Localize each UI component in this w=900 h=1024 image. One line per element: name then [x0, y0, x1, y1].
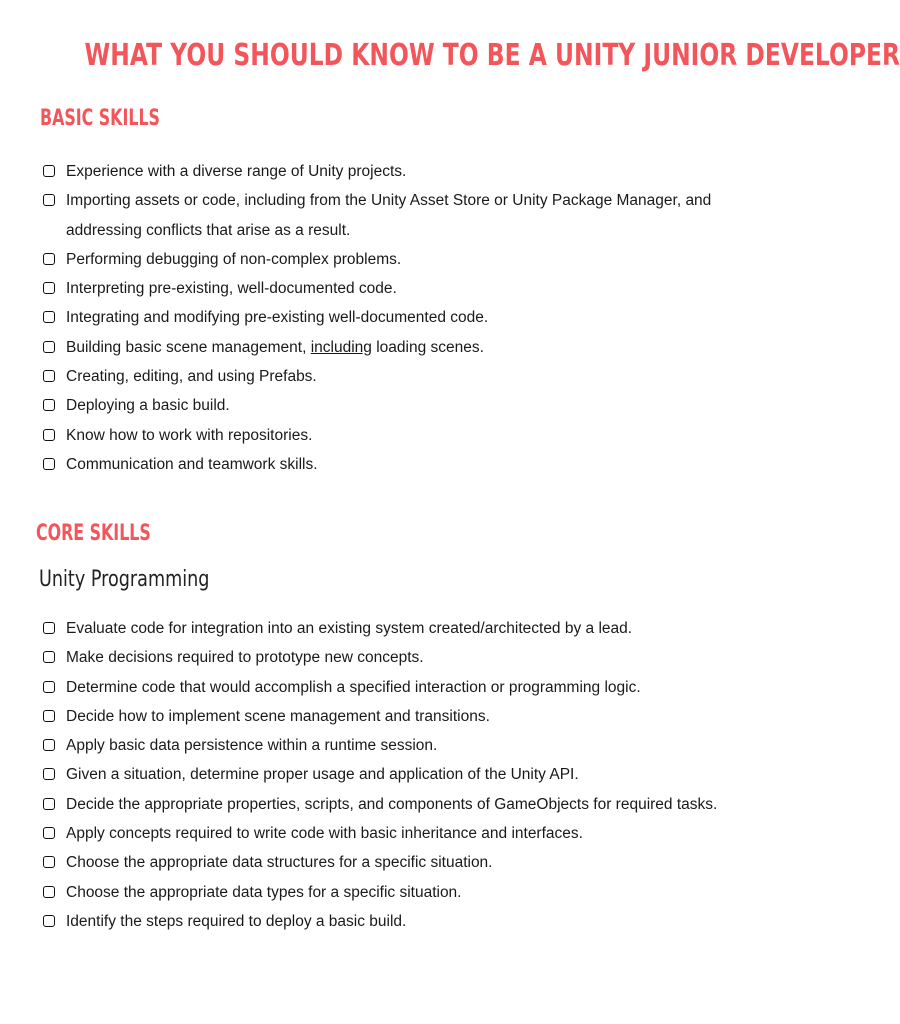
checkbox-icon[interactable]: [43, 429, 55, 441]
checkbox-icon[interactable]: [43, 399, 55, 411]
list-item: Apply basic data persistence within a runtime session.: [42, 731, 722, 760]
checkbox-icon[interactable]: [43, 681, 55, 693]
checkbox-icon[interactable]: [43, 622, 55, 634]
list-item: Experience with a diverse range of Unity projects.: [42, 157, 722, 186]
checkbox-icon[interactable]: [43, 768, 55, 780]
list-item: Deploying a basic build.: [42, 391, 722, 420]
list-item: Building basic scene management, including loading scenes.: [42, 333, 722, 362]
list-item: Performing debugging of non-complex problems.: [42, 245, 722, 274]
core-skills-list: [42, 614, 722, 936]
checkbox-icon[interactable]: [43, 739, 55, 751]
list-item: Communication and teamwork skills.: [42, 450, 722, 479]
checkbox-icon[interactable]: [43, 886, 55, 898]
checkbox-icon[interactable]: [43, 710, 55, 722]
list-item: Determine code that would accomplish a specified interaction or programming logic.: [42, 673, 722, 702]
underlined-word: including: [310, 338, 372, 356]
list-item: Apply concepts required to write code with basic inheritance and interfaces.: [42, 819, 722, 848]
checkbox-icon[interactable]: [43, 341, 55, 353]
basic-skills-heading: BASIC SKILLS: [40, 106, 160, 131]
list-item: Decide how to implement scene management and transitions.: [42, 702, 722, 731]
list-item: Choose the appropriate data types for a specific situation.: [42, 878, 722, 907]
checkbox-icon[interactable]: [43, 282, 55, 294]
checkbox-icon[interactable]: [43, 798, 55, 810]
unity-programming-subheading: Unity Programming: [39, 567, 210, 592]
list-item: Evaluate code for integration into an existing system created/architected by a lead.: [42, 614, 722, 643]
checkbox-icon[interactable]: [43, 856, 55, 868]
list-item: Creating, editing, and using Prefabs.: [42, 362, 722, 391]
checkbox-icon[interactable]: [43, 165, 55, 177]
list-item: Identify the steps required to deploy a basic build.: [42, 907, 722, 936]
checkbox-icon[interactable]: [43, 370, 55, 382]
checkbox-icon[interactable]: [43, 311, 55, 323]
list-item: Given a situation, determine proper usage and application of the Unity API.: [42, 760, 722, 789]
basic-skills-list: [42, 157, 722, 479]
list-item: Choose the appropriate data structures for a specific situation.: [42, 848, 722, 877]
checkbox-icon[interactable]: [43, 651, 55, 663]
list-item: Know how to work with repositories.: [42, 421, 722, 450]
list-item: Importing assets or code, including from the Unity Asset Store or Unity Package Manager, and addressing conflicts that arise as a result.: [42, 186, 722, 245]
checkbox-icon[interactable]: [43, 458, 55, 470]
checkbox-icon[interactable]: [43, 827, 55, 839]
core-skills-heading: CORE SKILLS: [36, 521, 151, 546]
list-item: Decide the appropriate properties, scripts, and components of GameObjects for required tasks.: [42, 790, 722, 819]
list-item: Interpreting pre-existing, well-documented code.: [42, 274, 722, 303]
checkbox-icon[interactable]: [43, 253, 55, 265]
list-item: Integrating and modifying pre-existing well-documented code.: [42, 303, 722, 332]
list-item: Make decisions required to prototype new concepts.: [42, 643, 722, 672]
checkbox-icon[interactable]: [43, 194, 55, 206]
page-title: WHAT YOU SHOULD KNOW TO BE A UNITY JUNIOR DEVELOPER: [84, 38, 900, 73]
checkbox-icon[interactable]: [43, 915, 55, 927]
